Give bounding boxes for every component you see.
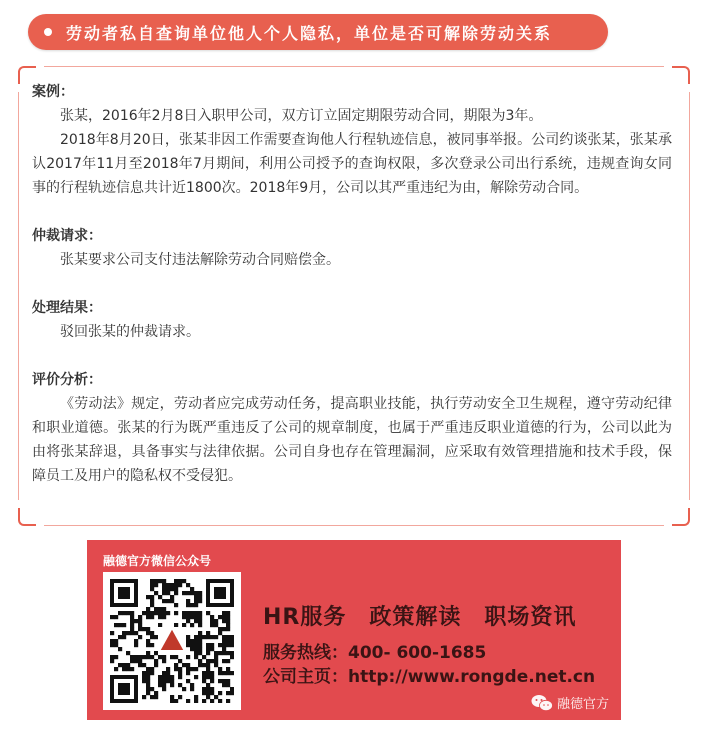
- service-hotline: 服务热线：400- 600-1685: [263, 643, 487, 663]
- promo-banner: [87, 540, 621, 720]
- watermark-text: 融德官方: [556, 697, 609, 712]
- card-border-right: [689, 92, 690, 500]
- claim-paragraph: 张某要求公司支付违法解除劳动合同赔偿金。: [60, 252, 340, 268]
- card-border-bottom: [44, 525, 664, 526]
- case-heading: 案例：: [32, 84, 74, 100]
- card-body: [32, 80, 672, 488]
- claim-heading: 仲裁请求：: [32, 228, 102, 244]
- title-banner: [28, 14, 608, 50]
- case-paragraph: 张某，2016年2月8日入职甲公司，双方订立固定期限劳动合同，期限为3年。: [60, 108, 543, 124]
- case-card: [18, 66, 690, 526]
- card-border-left: [18, 92, 19, 500]
- corner-bracket-bottom-left: [18, 508, 36, 526]
- wechat-account-label: 融德官方微信公众号: [103, 554, 212, 568]
- result-heading: 处理结果：: [32, 300, 102, 316]
- analysis-heading: 评价分析：: [32, 372, 102, 388]
- qr-code-image: [103, 572, 241, 710]
- case-paragraph: 2018年8月20日，张某非因工作需要查询他人行程轨迹信息，被同事举报。公司约谈张某，张某承认2017年11月至2018年7月期间，利用公司授予的查询权限，多次登录公司出行系统，违规查询女同事的行程轨迹信息共计近1800次。2018年9月，公司以其严重违纪为由，解除劳动合同。: [32, 132, 672, 196]
- corner-bracket-top-right: [672, 66, 690, 84]
- wechat-icon: [531, 694, 553, 712]
- bullet-dot-icon: [44, 28, 52, 36]
- article-title: 劳动者私自查询单位他人个人隐私，单位是否可解除劳动关系: [66, 23, 553, 43]
- company-homepage: 公司主页：http://www.rongde.net.cn: [263, 667, 596, 687]
- result-paragraph: 驳回张某的仲裁请求。: [60, 324, 200, 340]
- banner-slogan: HR服务 政策解读 职场资讯: [263, 605, 577, 630]
- analysis-paragraph: 《劳动法》规定，劳动者应完成劳动任务，提高职业技能，执行劳动安全卫生规程，遵守劳动纪律和职业道德。张某的行为既严重违反了公司的规章制度，也属于严重违反职业道德的行为，公司以此为由将张某辞退，具备事实与法律依据。公司自身也存在管理漏洞，应采取有效管理措施和技术手段，保障员工及用户的隐私权不受侵犯。: [32, 396, 672, 484]
- qr-code-icon: [110, 579, 234, 703]
- wechat-watermark: [531, 693, 609, 712]
- card-border-top: [44, 66, 664, 67]
- corner-bracket-bottom-right: [672, 508, 690, 526]
